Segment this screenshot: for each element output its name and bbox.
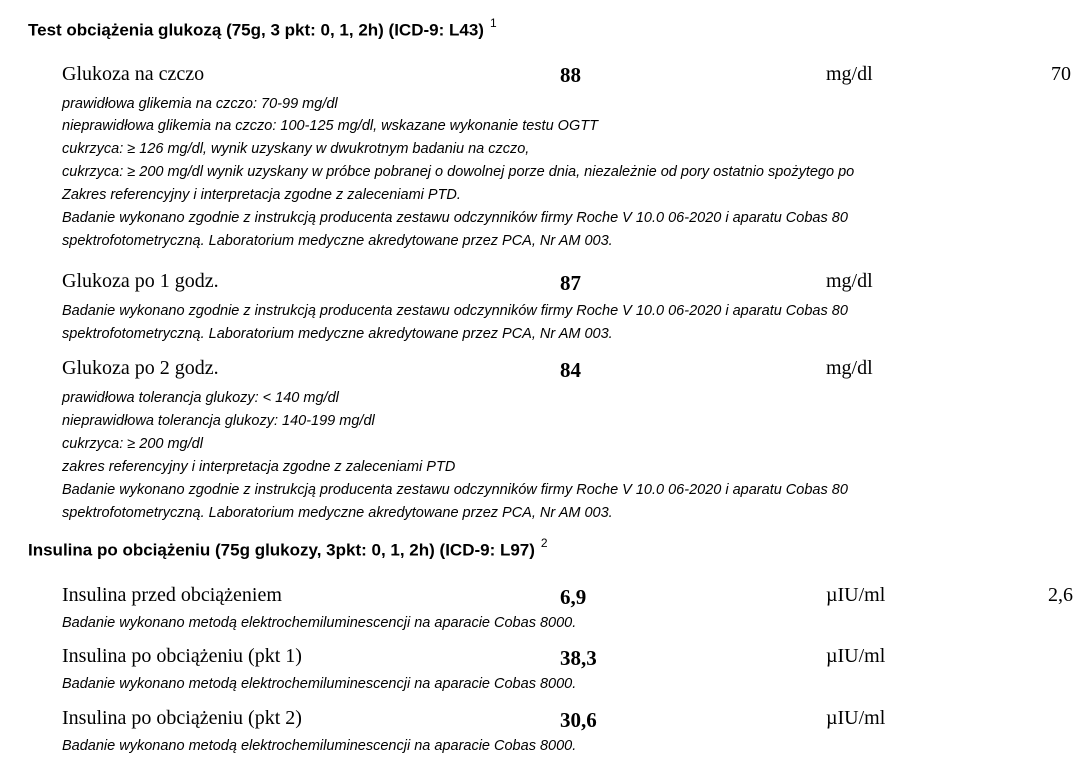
- note-line: nieprawidłowa glikemia na czczo: 100-125 mg/dl, wskazane wykonanie testu OGTT: [62, 118, 598, 134]
- note-line: Badanie wykonano metodą elektrochemiluminescencji na aparacie Cobas 8000.: [62, 738, 577, 754]
- footnote-marker: 1: [489, 16, 497, 30]
- note-line: Badanie wykonano metodą elektrochemiluminescencji na aparacie Cobas 8000.: [62, 676, 577, 692]
- note-line: cukrzyca: ≥ 200 mg/dl: [62, 436, 203, 452]
- section-title-text: Test obciążenia glukozą (75g, 3 pkt: 0, 1, 2h) (ICD-9: L43): [28, 20, 484, 40]
- test-unit-insulin-1: µIU/ml: [826, 645, 886, 667]
- note-line: prawidłowa glikemia na czczo: 70-99 mg/dl: [62, 96, 338, 112]
- note-line: Badanie wykonano zgodnie z instrukcją producenta zestawu odczynników firmy Roche V 10.0 06-2020 i aparatu Cobas 80: [62, 482, 848, 498]
- test-unit-fasting-glucose: mg/dl: [826, 63, 873, 85]
- test-value-fasting-glucose: 88: [560, 63, 581, 87]
- note-line: Badanie wykonano metodą elektrochemiluminescencji na aparacie Cobas 8000.: [62, 615, 577, 631]
- note-line: spektrofotometryczną. Laboratorium medyczne akredytowane przez PCA, Nr AM 003.: [62, 505, 613, 521]
- test-name-insulin-0: Insulina przed obciążeniem: [62, 584, 282, 606]
- test-name-insulin-1: Insulina po obciążeniu (pkt 1): [62, 645, 302, 667]
- test-value-insulin-0: 6,9: [560, 585, 587, 609]
- test-name-insulin-2: Insulina po obciążeniu (pkt 2): [62, 707, 302, 729]
- test-name-glucose-2h: Glukoza po 2 godz.: [62, 357, 219, 379]
- test-value-insulin-2: 30,6: [560, 708, 597, 732]
- test-unit-glucose-2h: mg/dl: [826, 357, 873, 379]
- note-line: spektrofotometryczną. Laboratorium medyczne akredytowane przez PCA, Nr AM 003.: [62, 233, 613, 249]
- note-line: Zakres referencyjny i interpretacja zgodne z zaleceniami PTD.: [62, 187, 461, 203]
- test-ref-insulin-0: 2,6: [1048, 584, 1073, 606]
- note-line: prawidłowa tolerancja glukozy: < 140 mg/dl: [62, 390, 339, 406]
- note-line: Badanie wykonano zgodnie z instrukcją producenta zestawu odczynników firmy Roche V 10.0 06-2020 i aparatu Cobas 80: [62, 303, 848, 319]
- test-value-glucose-2h: 84: [560, 358, 581, 382]
- section-title-insulin: [28, 538, 548, 561]
- test-value-insulin-1: 38,3: [560, 646, 597, 670]
- note-line: cukrzyca: ≥ 126 mg/dl, wynik uzyskany w dwukrotnym badaniu na czczo,: [62, 141, 530, 157]
- test-ref-fasting-glucose: 70: [1051, 63, 1071, 85]
- test-name-fasting-glucose: Glukoza na czczo: [62, 63, 205, 85]
- note-line: Badanie wykonano zgodnie z instrukcją producenta zestawu odczynników firmy Roche V 10.0 06-2020 i aparatu Cobas 80: [62, 210, 848, 226]
- note-line: cukrzyca: ≥ 200 mg/dl wynik uzyskany w próbce pobranej o dowolnej porze dnia, niezależnie od pory ostatnio spożytego po: [62, 164, 855, 180]
- test-unit-glucose-1h: mg/dl: [826, 270, 873, 292]
- note-line: zakres referencyjny i interpretacja zgodne z zaleceniami PTD: [62, 459, 456, 475]
- test-value-glucose-1h: 87: [560, 271, 581, 295]
- note-line: nieprawidłowa tolerancja glukozy: 140-199 mg/dl: [62, 413, 375, 429]
- test-unit-insulin-0: µIU/ml: [826, 584, 886, 606]
- note-line: spektrofotometryczną. Laboratorium medyczne akredytowane przez PCA, Nr AM 003.: [62, 326, 613, 342]
- footnote-marker: 2: [540, 536, 548, 550]
- section-title-glucose: [28, 18, 497, 41]
- test-unit-insulin-2: µIU/ml: [826, 707, 886, 729]
- section-title-text: Insulina po obciążeniu (75g glukozy, 3pkt: 0, 1, 2h) (ICD-9: L97): [28, 540, 535, 560]
- test-name-glucose-1h: Glukoza po 1 godz.: [62, 270, 219, 292]
